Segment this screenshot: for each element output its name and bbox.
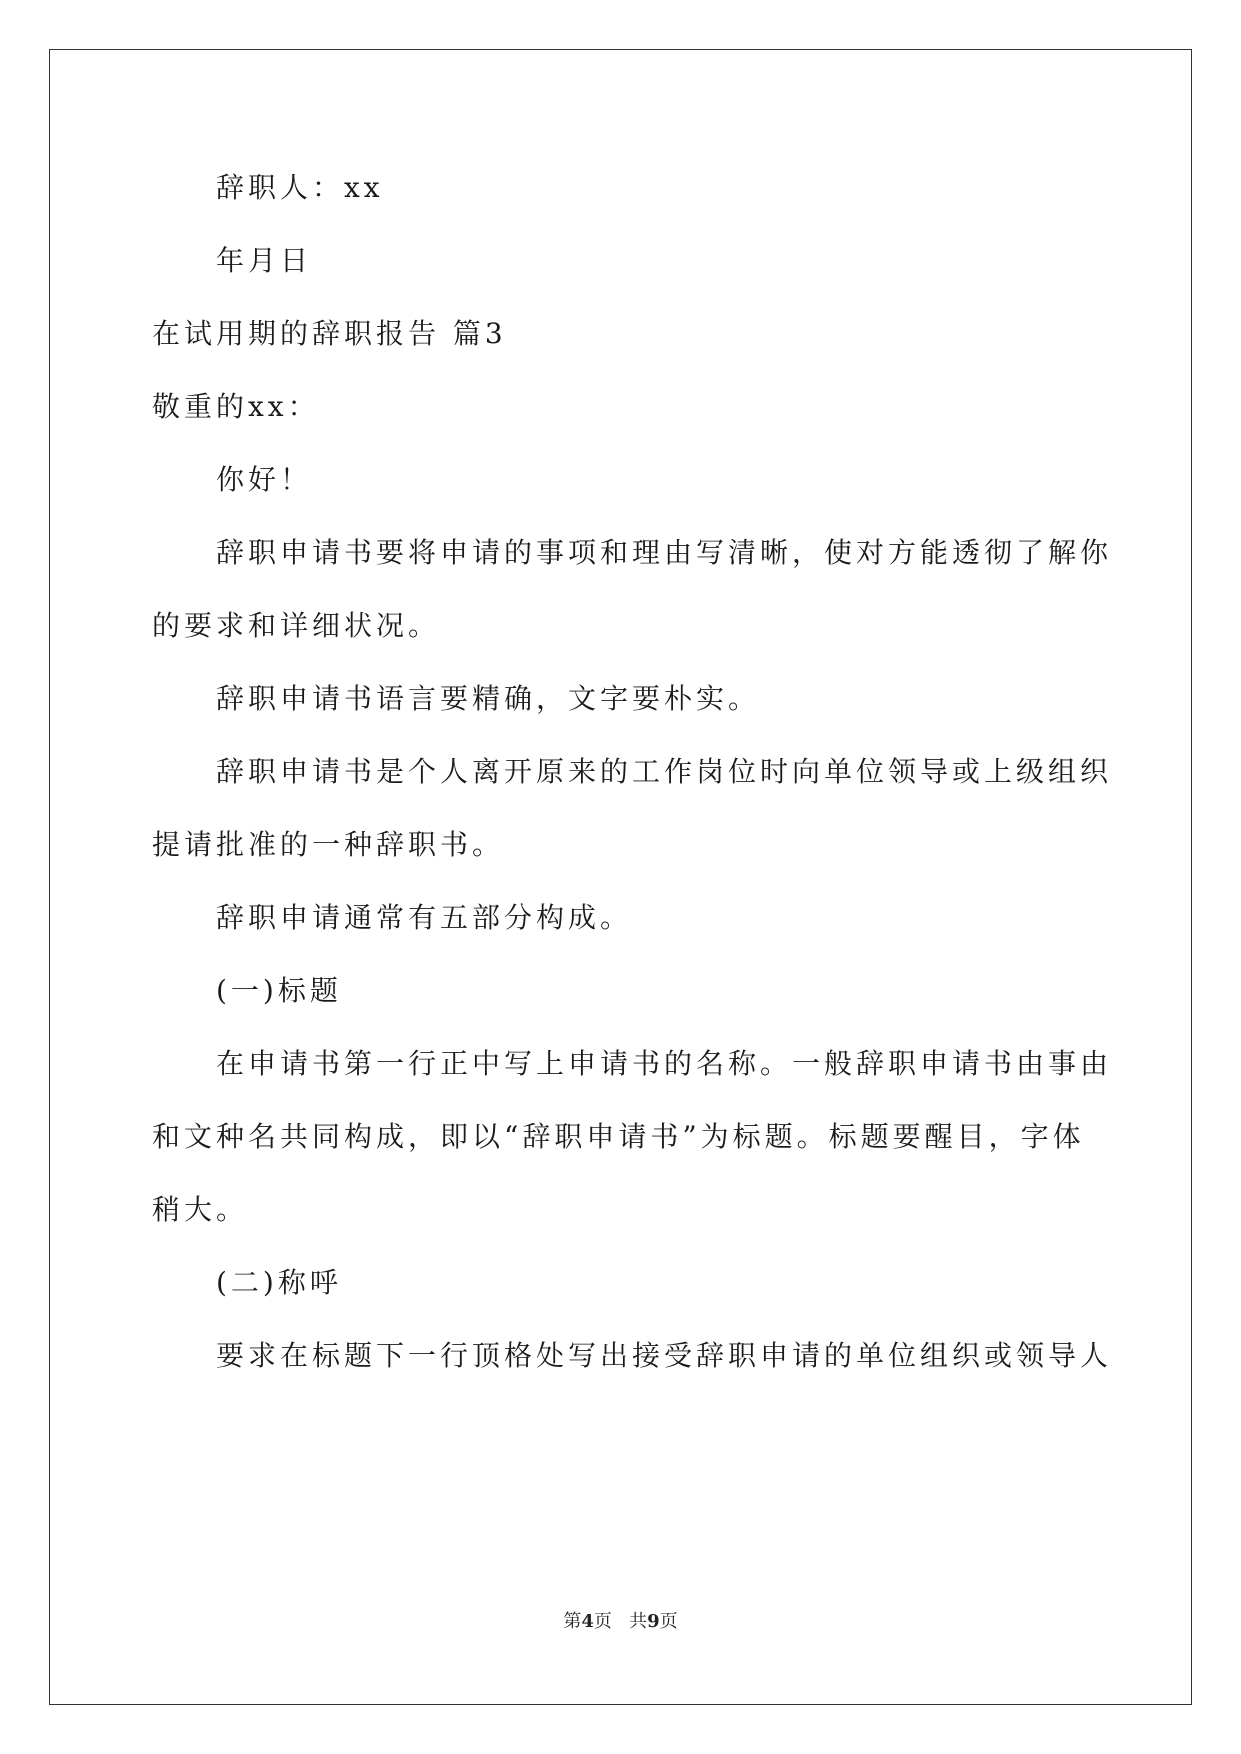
- total-pages-number: 9: [647, 1611, 660, 1632]
- footer-total-suffix: 页: [659, 1611, 678, 1632]
- paragraph-line: 的要求和详细状况。: [152, 609, 441, 642]
- subheading: (二)称呼: [216, 1266, 342, 1299]
- date-line: 年月日: [216, 244, 313, 277]
- subheading: (一)标题: [216, 974, 342, 1007]
- page-footer: [0, 1610, 1241, 1634]
- current-page-number: 4: [581, 1611, 594, 1632]
- paragraph-line: 辞职申请通常有五部分构成。: [216, 901, 633, 934]
- footer-total-prefix: 共: [629, 1611, 648, 1632]
- footer-prefix: 第: [563, 1611, 582, 1632]
- paragraph-line: 稍大。: [152, 1193, 249, 1226]
- paragraph-line: 在申请书第一行正中写上申请书的名称。一般辞职申请书由事由: [216, 1047, 1113, 1080]
- paragraph-line: 辞职申请书要将申请的事项和理由写清晰，使对方能透彻了解你: [216, 536, 1113, 569]
- paragraph-line: 辞职申请书是个人离开原来的工作岗位时向单位领导或上级组织: [216, 755, 1113, 788]
- footer-page-suffix: 页: [593, 1611, 612, 1632]
- paragraph-line: 提请批准的一种辞职书。: [152, 828, 505, 861]
- paragraph-line: 辞职申请书语言要精确，文字要朴实。: [216, 682, 761, 715]
- paragraph-line: 和文种名共同构成，即以“辞职申请书”为标题。标题要醒目，字体: [152, 1120, 1085, 1153]
- greeting: 你好！: [216, 463, 313, 496]
- section-heading: 在试用期的辞职报告 篇3: [152, 317, 507, 350]
- salutation: 敬重的xx：: [152, 390, 320, 423]
- page-border: [49, 49, 1192, 1705]
- paragraph-line: 要求在标题下一行顶格处写出接受辞职申请的单位组织或领导人: [216, 1339, 1113, 1372]
- signer-line: 辞职人：xx: [216, 171, 384, 204]
